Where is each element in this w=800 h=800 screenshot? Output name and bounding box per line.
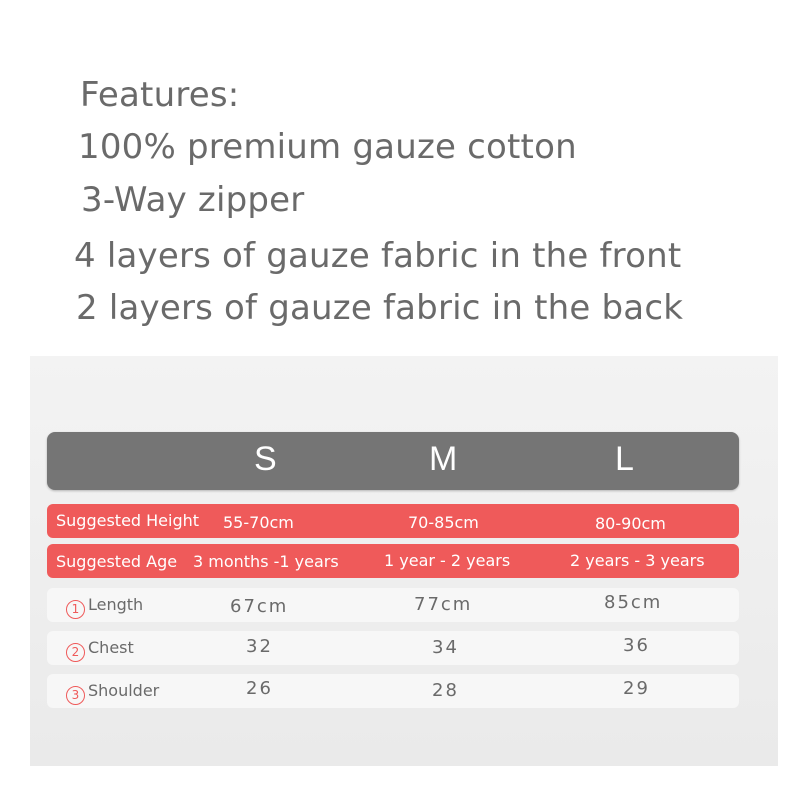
cell-value: 29 xyxy=(623,678,650,699)
row-label: 3 Shoulder xyxy=(66,681,159,705)
cell-value: 26 xyxy=(246,678,273,699)
number-badge: 1 xyxy=(66,600,85,619)
cell-value: 32 xyxy=(246,636,273,657)
size-label-l: L xyxy=(615,440,634,478)
row-label: 1 Length xyxy=(66,595,143,619)
suggested-height-row xyxy=(47,504,739,538)
chest-row xyxy=(47,631,739,665)
cell-value: 1 year - 2 years xyxy=(384,551,511,570)
feature-item: 4 layers of gauze fabric in the front xyxy=(74,236,682,276)
feature-item: 100% premium gauze cotton xyxy=(78,127,577,167)
feature-item: 3-Way zipper xyxy=(81,180,305,220)
row-label: Suggested Height xyxy=(56,511,200,530)
row-label: Suggested Age xyxy=(56,552,178,571)
suggested-age-row xyxy=(47,544,739,578)
features-section xyxy=(0,0,800,340)
cell-value: 67cm xyxy=(230,596,289,617)
number-badge: 2 xyxy=(66,643,85,662)
size-label-m: M xyxy=(429,440,458,478)
size-header-bar xyxy=(47,432,739,490)
cell-value: 55-70cm xyxy=(223,513,294,532)
features-heading: Features: xyxy=(80,75,240,115)
cell-value: 36 xyxy=(623,635,650,656)
number-badge: 3 xyxy=(66,686,85,705)
cell-value: 34 xyxy=(432,637,459,658)
shoulder-row xyxy=(47,674,739,708)
cell-value: 3 months -1 years xyxy=(193,552,339,571)
cell-value: 80-90cm xyxy=(595,514,666,533)
cell-value: 28 xyxy=(432,680,459,701)
cell-value: 77cm xyxy=(414,594,473,615)
feature-item: 2 layers of gauze fabric in the back xyxy=(76,288,684,328)
cell-value: 85cm xyxy=(604,592,663,613)
cell-value: 2 years - 3 years xyxy=(570,551,705,570)
row-label: 2 Chest xyxy=(66,638,134,662)
length-row xyxy=(47,588,739,622)
size-label-s: S xyxy=(254,440,277,478)
cell-value: 70-85cm xyxy=(408,513,479,532)
